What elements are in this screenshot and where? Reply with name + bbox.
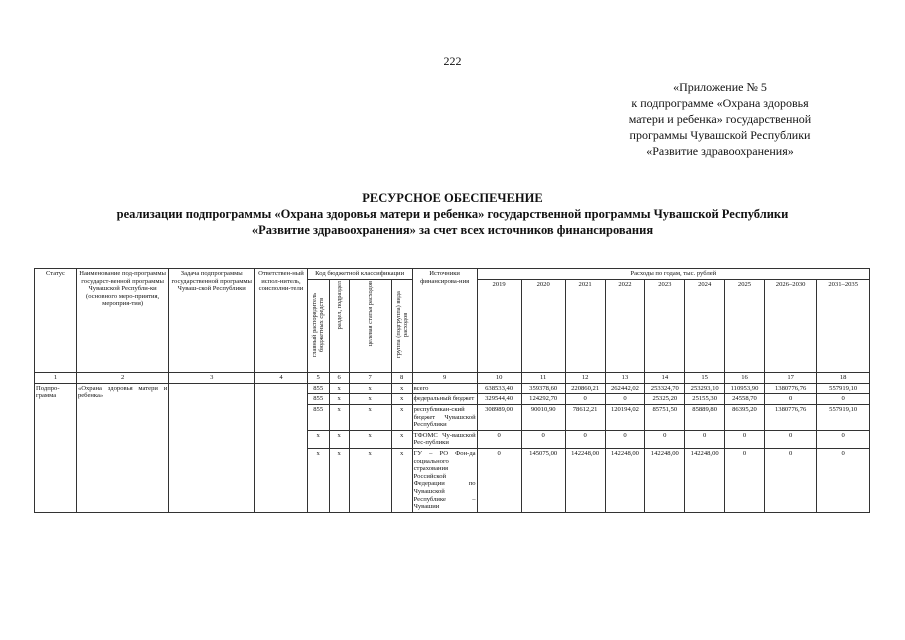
column-number: 11 [521,373,565,384]
source-cell: федеральный бюджет [412,394,477,405]
column-number: 14 [645,373,685,384]
column-number: 10 [477,373,521,384]
source-cell: ТФОМС Чу-вашской Рес-публики [412,430,477,448]
value-cell: 329544,40 [477,394,521,405]
target-cell: х [349,430,391,448]
value-cell: 1380776,76 [764,404,816,430]
header-year: 2020 [521,279,565,373]
grbs-cell: 855 [307,383,329,394]
group-cell: х [391,404,412,430]
value-cell: 0 [565,430,605,448]
value-cell: 0 [605,394,645,405]
value-cell: 557919,10 [817,383,870,394]
appendix-line: к подпрограмме «Охрана здоровья [631,96,809,110]
column-number: 7 [349,373,391,384]
value-cell: 1380776,76 [764,383,816,394]
appendix-caption [595,79,845,159]
header-status: Статус [35,269,77,373]
source-cell: ГУ – РО Фон-да социального страхования Российской Федерации по Чувашской Республике – Чувашии [412,448,477,512]
value-cell: 0 [477,430,521,448]
header-target: целевая статья расходов [349,279,391,373]
title-line: РЕСУРСНОЕ ОБЕСПЕЧЕНИЕ [362,191,543,205]
value-cell: 86395,20 [725,404,765,430]
value-cell: 253324,70 [645,383,685,394]
value-cell: 90010,90 [521,404,565,430]
header-year: 2023 [645,279,685,373]
header-name: Наименование под-программы государст-венной программы Чувашской Республи-ки (основного меро-приятия, мероприя-тия) [76,269,168,373]
grbs-cell: 855 [307,394,329,405]
appendix-line: матери и ребенка» государственной [628,112,812,126]
column-number: 9 [412,373,477,384]
column-number: 13 [605,373,645,384]
column-number-row [35,373,870,384]
group-cell: х [391,448,412,512]
value-cell: 142248,00 [565,448,605,512]
value-cell: 0 [817,394,870,405]
header-year: 2021 [565,279,605,373]
value-cell: 25325,20 [645,394,685,405]
grbs-cell: х [307,448,329,512]
header-budget-code: Код бюджетной классификации [307,269,412,280]
column-number: 5 [307,373,329,384]
title-line: реализации подпрограммы «Охрана здоровья матери и ребенка» государственной программы Чувашской Республики [116,207,789,221]
page-number: 222 [443,54,462,68]
value-cell: 25155,30 [685,394,725,405]
column-number: 4 [255,373,307,384]
column-number: 2 [76,373,168,384]
section-cell: х [329,430,349,448]
title-line: «Развитие здравоохранения» за счет всех источников финансирования [251,223,654,237]
header-year: 2025 [725,279,765,373]
target-cell: х [349,383,391,394]
header-expenses: Расходы по годам, тыс. рублей [477,269,869,280]
value-cell: 0 [605,430,645,448]
section-cell: х [329,383,349,394]
grbs-cell: 855 [307,404,329,430]
group-cell: х [391,383,412,394]
value-cell: 0 [764,394,816,405]
column-number: 3 [169,373,255,384]
header-responsible: Ответствен-ный испол-нитель, соисполни-тели [255,269,307,373]
value-cell: 78612,21 [565,404,605,430]
target-cell: х [349,404,391,430]
header-year: 2031–2035 [817,279,870,373]
column-number: 8 [391,373,412,384]
appendix-line: программы Чувашской Республики [629,128,811,142]
responsible-cell [255,383,307,512]
column-number: 18 [817,373,870,384]
group-cell: х [391,430,412,448]
column-number: 16 [725,373,765,384]
header-section: раздел, подраздел [329,279,349,373]
value-cell: 308989,00 [477,404,521,430]
value-cell: 0 [477,448,521,512]
grbs-cell: х [307,430,329,448]
value-cell: 110953,90 [725,383,765,394]
value-cell: 145075,00 [521,448,565,512]
header-year: 2019 [477,279,521,373]
section-cell: х [329,394,349,405]
value-cell: 0 [521,430,565,448]
value-cell: 142248,00 [685,448,725,512]
header-group: группа (подгруппа) вида расходов [391,279,412,373]
value-cell: 0 [764,430,816,448]
column-number: 17 [764,373,816,384]
source-cell: всего [412,383,477,394]
task-cell [169,383,255,512]
header-task: Задача подпрограммы государственной программы Чуваш-ской Республики [169,269,255,373]
value-cell: 638533,40 [477,383,521,394]
header-grbs: главный распорядитель бюджетных средств [307,279,329,373]
value-cell: 0 [565,394,605,405]
appendix-line: «Развитие здравоохранения» [646,144,794,158]
status-cell: Подпро-грамма [35,383,77,512]
target-cell: х [349,448,391,512]
target-cell: х [349,394,391,405]
value-cell: 0 [725,430,765,448]
header-sources: Источники финансирова-ния [412,269,477,373]
value-cell: 0 [817,430,870,448]
column-number: 15 [685,373,725,384]
value-cell: 0 [645,430,685,448]
group-cell: х [391,394,412,405]
value-cell: 557919,10 [817,404,870,430]
value-cell: 0 [725,448,765,512]
section-cell: х [329,404,349,430]
section-cell: х [329,448,349,512]
appendix-line: «Приложение № 5 [673,80,767,94]
column-number: 1 [35,373,77,384]
program-name-cell: «Охрана здоровья матери и ребенка» [76,383,168,512]
value-cell: 85889,80 [685,404,725,430]
source-cell: республикан-ский бюджет Чувашской Республики [412,404,477,430]
value-cell: 262442,02 [605,383,645,394]
column-number: 12 [565,373,605,384]
value-cell: 0 [764,448,816,512]
value-cell: 220860,21 [565,383,605,394]
value-cell: 124292,70 [521,394,565,405]
table-row [35,383,870,394]
document-title [0,190,905,238]
value-cell: 142248,00 [645,448,685,512]
value-cell: 253293,10 [685,383,725,394]
value-cell: 24558,70 [725,394,765,405]
header-year: 2026–2030 [764,279,816,373]
value-cell: 359378,60 [521,383,565,394]
value-cell: 120194,02 [605,404,645,430]
value-cell: 0 [817,448,870,512]
value-cell: 85751,50 [645,404,685,430]
header-year: 2024 [685,279,725,373]
value-cell: 142248,00 [605,448,645,512]
resource-table [34,268,870,513]
column-number: 6 [329,373,349,384]
header-year: 2022 [605,279,645,373]
value-cell: 0 [685,430,725,448]
